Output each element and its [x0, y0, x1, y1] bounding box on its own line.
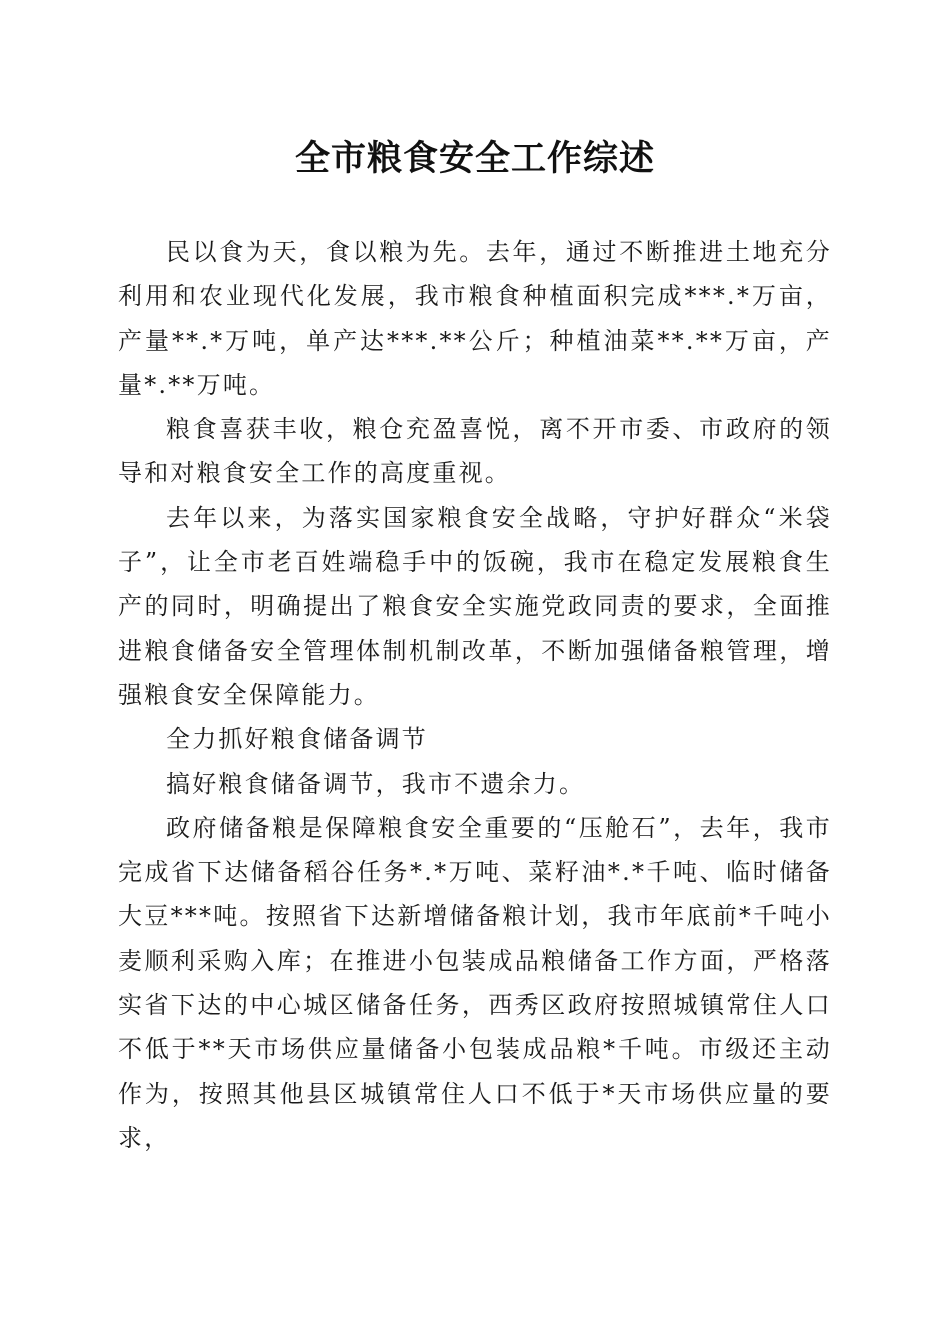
section-heading: 全力抓好粮食储备调节 — [166, 725, 428, 754]
paragraph-intro: 民以食为天，食以粮为先。去年，通过不断推进土地充分利用和农业现代化发展，我市粮食种植面积完成***.*万亩，产量**.*万吨，单产达***.**公斤；种植油菜**.**万亩，产量*.**万吨。 — [118, 238, 832, 399]
paragraph-strategy: 去年以来，为落实国家粮食安全战略，守护好群众“米袋子”，让全市老百姓端稳手中的饭碗，我市在稳定发展粮食生产的同时，明确提出了粮食安全实施党政同责的要求，全面推进粮食储备安全管理体制机制改革，不断加强储备粮管理，增强粮食安全保障能力。 — [118, 503, 832, 709]
document-title: 全市粮食安全工作综述 — [294, 138, 655, 179]
document-body — [118, 230, 832, 1160]
paragraph-harvest: 粮食喜获丰收，粮仓充盈喜悦，离不开市委、市政府的领导和对粮食安全工作的高度重视。 — [118, 415, 832, 488]
paragraph-reserve-detail: 政府储备粮是保障粮食安全重要的“压舱石”，去年，我市完成省下达储备稻谷任务*.*万吨、菜籽油*.*千吨、临时储备大豆***吨。按照省下达新增储备粮计划，我市年底前*千吨小麦顺利采购入库；在推进小包装成品粮储备工作方面，严格落实省下达的中心城区储备任务，西秀区政府按照城镇常住人口不低于**天市场供应量储备小包装成品粮*千吨。市级还主动作为，按照其他县区城镇常住人口不低于*天市场供应量的要求， — [118, 813, 832, 1152]
paragraph-reserve-summary: 搞好粮食储备调节，我市不遗余力。 — [166, 769, 586, 798]
